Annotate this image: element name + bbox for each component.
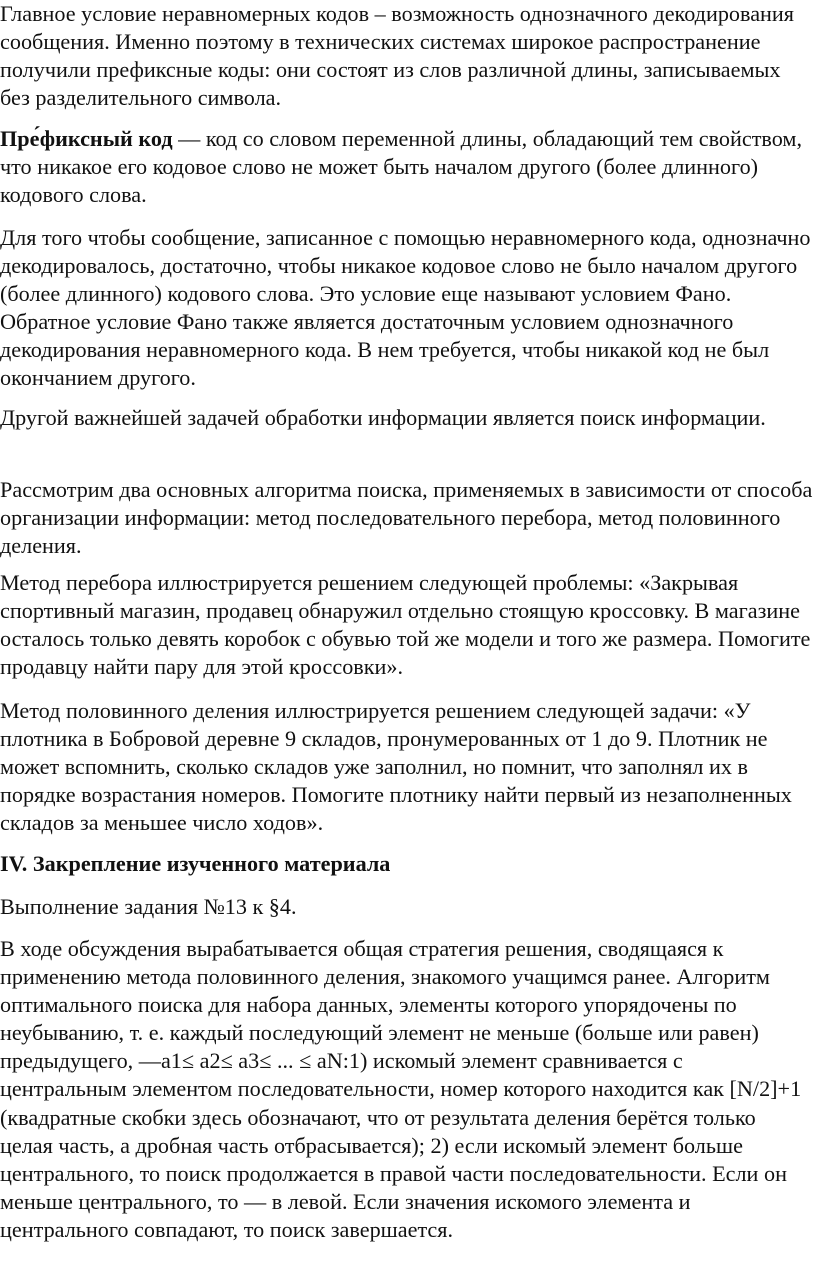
term-prefix-code: Пре́фиксный код xyxy=(0,126,173,151)
paragraph-fano-condition xyxy=(0,224,814,393)
paragraph-brute-force-example xyxy=(0,569,814,681)
paragraph-search-algorithms xyxy=(0,476,814,560)
paragraph-prefix-code-definition xyxy=(0,125,814,209)
paragraph-text: Другой важнейшей задачей обработки информации является поиск информации. xyxy=(0,405,766,430)
paragraph-text: Для того чтобы сообщение, записанное с помощью неравномерного кода, однозначно декодировалось, достаточно, чтобы никакое кодовое слово не было началом другого (более длинного) кодового слова. Это условие еще называют условием Фано. Обратное условие Фано также является достаточным условием однозначного декодирования неравномерного кода. В нем требуется, чтобы никакой код не был окончанием другого. xyxy=(0,225,811,391)
task-line: Выполнение задания №13 к §4. xyxy=(0,894,297,919)
paragraph-bisection-example xyxy=(0,697,814,837)
paragraph-text: Метод половинного деления иллюстрируется решением следующей задачи: «У плотника в Бобровой деревне 9 складов, пронумерованных от 1 до 9. Плотник не может вспомнить, сколько складов уже заполнил, но помнит, что заполнял их в порядке возрастания номеров. Помогите плотнику найти первый из незаполненных складов за меньшее число ходов». xyxy=(0,698,792,836)
paragraph-text: Главное условие неравномерных кодов – возможность однозначного декодирования сообщения. Именно поэтому в технических системах широкое распространение получили префиксные коды: они состоят из слов различной длины, записываемых без разделительного символа. xyxy=(0,1,794,111)
paragraph-information-search xyxy=(0,404,814,432)
paragraph-binary-search-strategy: В ходе обсуждения вырабатывается общая стратегия решения, сводящаяся к применению метода половинного деления, знакомого учащимся ранее. Алгоритм оптимального поиска для набора данных, элементы которого упорядочены по неубыванию, т. е. каждый последующий элемент не меньше (больше или равен) предыдущего, —a1≤ a2≤ a3≤ ... ≤ aN:1) искомый элемент сравнивается с центральным элементом последовательности, номер которого находится как [N/2]+1 (квадратные скобки здесь обозначают, что от результата деления берётся только целая часть, а дробная часть отбрасывается); 2) если искомый элемент больше центрального, то поиск продолжается в правой части последовательности. Если он меньше центрального, то — в левой. Если значения искомого элемента и центрального совпадают, то поиск завершается. xyxy=(0,936,802,1242)
paragraph-text: — код со словом переменной длины, обладающий тем свойством, что никакое его кодовое слово не может быть началом другого (более длинного) кодового слова. xyxy=(0,126,803,208)
section-heading: IV. Закрепление изученного материала xyxy=(0,851,391,876)
paragraph-text: Метод перебора иллюстрируется решением следующей проблемы: «Закрывая спортивный магазин, продавец обнаружил отдельно стоящую кроссовку. В магазине осталось только девять коробок с обувью той же модели и того же размера. Помогите продавцу найти пару для этой кроссовки». xyxy=(0,570,811,680)
paragraph-text: Рассмотрим два основных алгоритма поиска, применяемых в зависимости от способа организации информации: метод последовательного перебора, метод половинного деления. xyxy=(0,477,813,559)
paragraph-prefix-codes-intro xyxy=(0,0,814,112)
